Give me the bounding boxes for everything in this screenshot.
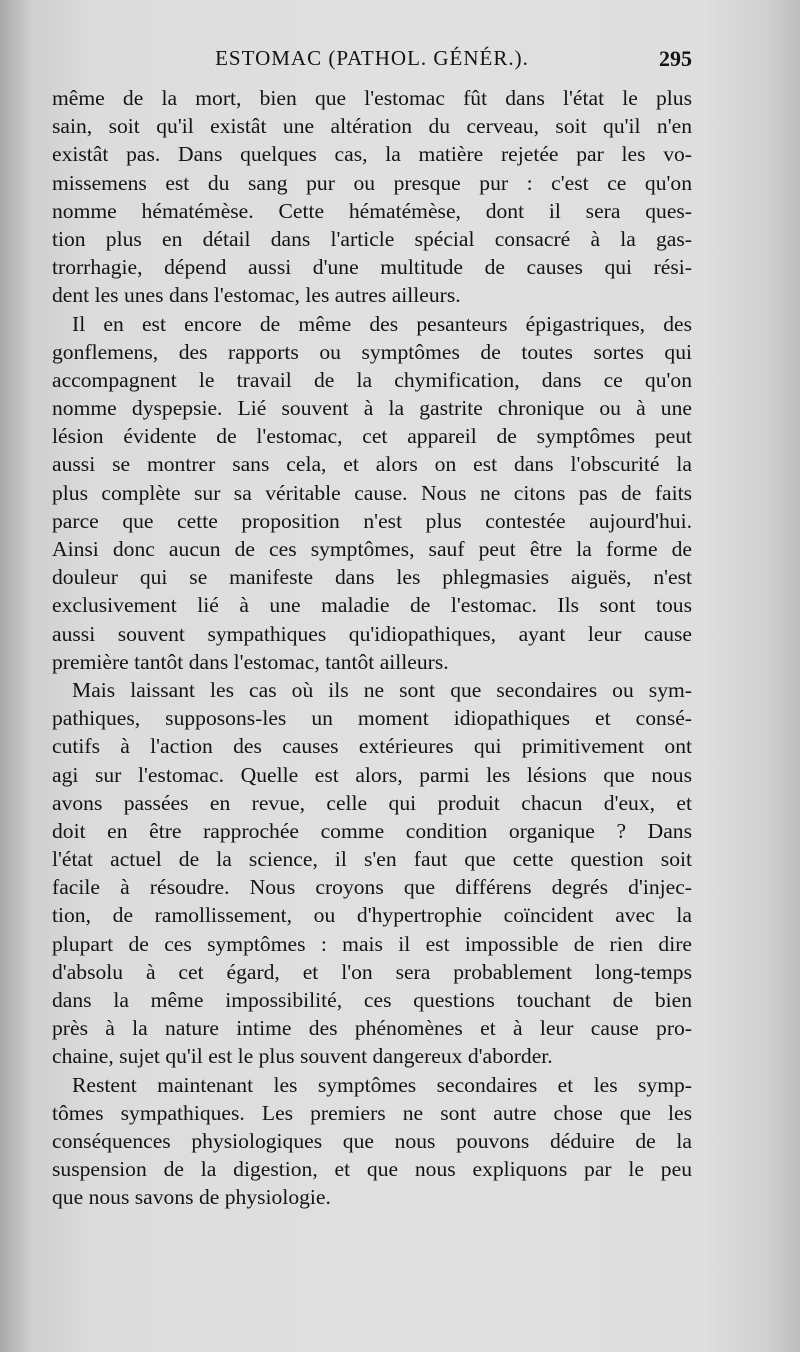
text-line: que nous savons de physiologie. [52, 1185, 331, 1210]
text-line: Restent maintenant les symptômes secondaires et les symp- [72, 1072, 692, 1097]
running-head [52, 46, 692, 76]
text-line: d'absolu à cet égard, et l'on sera probablement long-temps [52, 959, 692, 984]
text-line: aussi se montrer sans cela, et alors on est dans l'obscurité la [52, 452, 692, 477]
page-number: 295 [659, 46, 692, 71]
text-line: trorrhagie, dépend aussi d'une multitude de causes qui rési- [52, 255, 692, 280]
text-line: tion plus en détail dans l'article spécial consacré à la gas- [52, 226, 692, 251]
text-line: missemens est du sang pur ou presque pur : c'est ce qu'on [52, 170, 692, 195]
body-text [52, 84, 692, 1212]
text-line: dent les unes dans l'estomac, les autres ailleurs. [52, 283, 461, 308]
text-line: sain, soit qu'il existât une altération du cerveau, soit qu'il n'en [52, 114, 692, 139]
paragraph [52, 676, 692, 1071]
text-line: nomme dyspepsie. Lié souvent à la gastrite chronique ou à une [52, 396, 692, 421]
text-line: Il en est encore de même des pesanteurs épigastriques, des [72, 311, 692, 336]
text-line: facile à résoudre. Nous croyons que différens degrés d'injec- [52, 875, 692, 900]
text-line: chaine, sujet qu'il est le plus souvent dangereux d'aborder. [52, 1044, 553, 1069]
text-line: même de la mort, bien que l'estomac fût dans l'état le plus [52, 86, 692, 110]
text-line: agi sur l'estomac. Quelle est alors, parmi les lésions que nous [52, 762, 692, 787]
text-line: près à la nature intime des phénomènes et à leur cause pro- [52, 1016, 692, 1041]
text-line: parce que cette proposition n'est plus contestée aujourd'hui. [52, 508, 692, 533]
text-line: dans la même impossibilité, ces questions touchant de bien [52, 988, 692, 1012]
paragraph [52, 310, 692, 676]
running-title: ESTOMAC (PATHOL. GÉNÉR.). [215, 46, 529, 70]
text-line: plupart de ces symptômes : mais il est impossible de rien dire [52, 931, 692, 956]
text-line: l'état actuel de la science, il s'en faut que cette question soit [52, 847, 692, 872]
text-line: accompagnent le travail de la chymification, dans ce qu'on [52, 367, 692, 392]
text-line: tion, de ramollissement, ou d'hypertrophie coïncident avec la [52, 903, 692, 928]
text-line: aussi souvent sympathiques qu'idiopathiques, ayant leur cause [52, 621, 692, 646]
text-line: existât pas. Dans quelques cas, la matière rejetée par les vo- [52, 142, 692, 167]
text-line: lésion évidente de l'estomac, cet appareil de symptômes peut [52, 424, 692, 449]
paragraph [52, 84, 692, 310]
text-line: avons passées en revue, celle qui produit chacun d'eux, et [52, 790, 692, 815]
text-line: gonflemens, des rapports ou symptômes de toutes sortes qui [52, 339, 692, 364]
text-line: exclusivement lié à une maladie de l'estomac. Ils sont tous [52, 593, 692, 618]
text-line: tômes sympathiques. Les premiers ne sont autre chose que les [52, 1100, 692, 1125]
paragraph [52, 1071, 692, 1212]
text-line: plus complète sur sa véritable cause. Nous ne citons pas de faits [52, 480, 692, 505]
text-line: douleur qui se manifeste dans les phlegmasies aiguës, n'est [52, 565, 692, 590]
text-line: doit en être rapprochée comme condition organique ? Dans [52, 818, 692, 843]
text-line: Mais laissant les cas où ils ne sont que secondaires ou sym- [72, 677, 692, 702]
text-line: première tantôt dans l'estomac, tantôt ailleurs. [52, 649, 449, 674]
text-line: suspension de la digestion, et que nous expliquons par le peu [52, 1157, 692, 1182]
text-line: pathiques, supposons-les un moment idiopathiques et consé- [52, 706, 692, 731]
text-line: nomme hématémèse. Cette hématémèse, dont il sera ques- [52, 198, 692, 223]
text-line: cutifs à l'action des causes extérieures qui primitivement ont [52, 734, 692, 759]
text-line: conséquences physiologiques que nous pouvons déduire de la [52, 1128, 692, 1153]
text-line: Ainsi donc aucun de ces symptômes, sauf peut être la forme de [52, 537, 692, 561]
